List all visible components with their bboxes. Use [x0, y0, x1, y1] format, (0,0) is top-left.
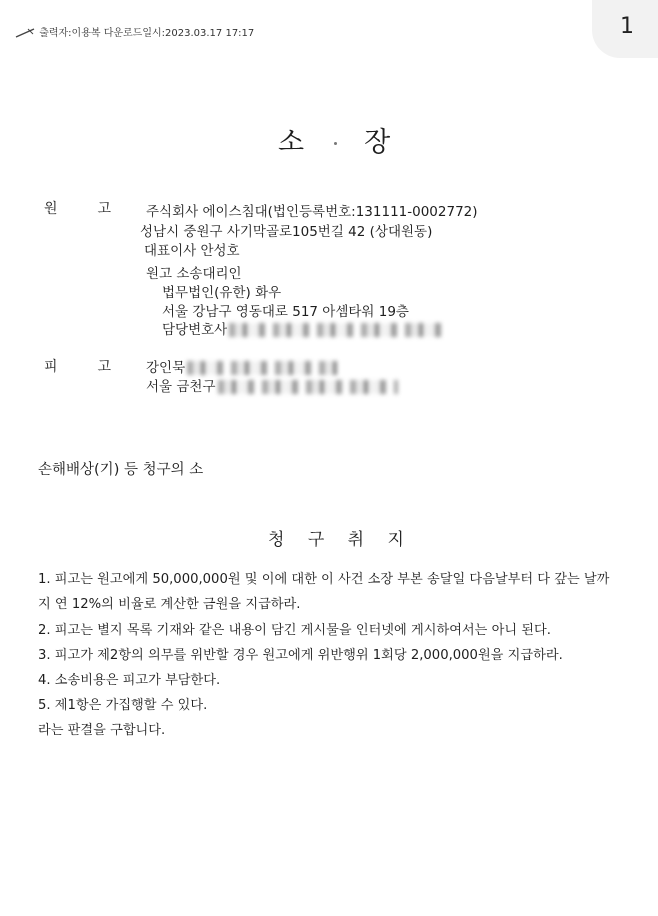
defendant-label: 피 고 [44, 359, 112, 375]
pen-icon [14, 27, 36, 39]
title-right: 장 [364, 127, 393, 158]
claim-title: 청 구 취 지 [268, 530, 413, 550]
case-name: 손해배상(기) 등 청구의 소 [38, 462, 204, 478]
law-firm: 법무법인(유한) 화우 [162, 285, 282, 301]
plaintiff-ceo: 대표이사 안성호 [144, 243, 240, 259]
claim-item: 3. 피고가 제2항의 의무를 위반할 경우 원고에게 위반행위 1회당 2,000,000원을 지급하라. [38, 648, 563, 663]
download-info: 출력자:이용복 다운로드일시:2023.03.17 17:17 [14, 24, 254, 39]
claim-item: 1. 피고는 원고에게 50,000,000원 및 이에 대한 이 사건 소장 부본 송달일 다음날부터 다 갚는 날까 [38, 572, 610, 587]
claim-closing: 라는 판결을 구합니다. [38, 723, 166, 738]
attorney: 담당변호사 [162, 318, 449, 338]
page-title [278, 120, 392, 159]
redacted-defendant-name [187, 361, 337, 375]
claim-item: 5. 제1항은 가집행할 수 있다. [38, 698, 208, 713]
defendant-address: 서울 금천구 [146, 375, 398, 395]
plaintiff-company: 주식회사 에이스침대(법인등록번호:131111-0002772) [146, 204, 478, 220]
claim-item: 4. 소송비용은 피고가 부담한다. [38, 673, 221, 688]
redacted-attorney [229, 323, 449, 337]
page-number: 1 [620, 14, 634, 39]
defendant-name: 강인묵 [146, 356, 337, 376]
claim-item: 지 연 12%의 비율로 계산한 금원을 지급하라. [38, 597, 301, 612]
plaintiff-label: 원 고 [44, 201, 112, 217]
title-left: 소 [278, 127, 307, 158]
agent-heading: 원고 소송대리인 [146, 266, 242, 282]
plaintiff-address: 성남시 중원구 사기막골로105번길 42 (상대원동) [140, 224, 433, 240]
firm-address: 서울 강남구 영동대로 517 아셈타워 19층 [162, 304, 409, 320]
claim-item: 2. 피고는 별지 목록 기재와 같은 내용이 담긴 게시물을 인터넷에 게시하여서는 아니 된다. [38, 623, 551, 638]
redacted-defendant-address [218, 380, 398, 394]
